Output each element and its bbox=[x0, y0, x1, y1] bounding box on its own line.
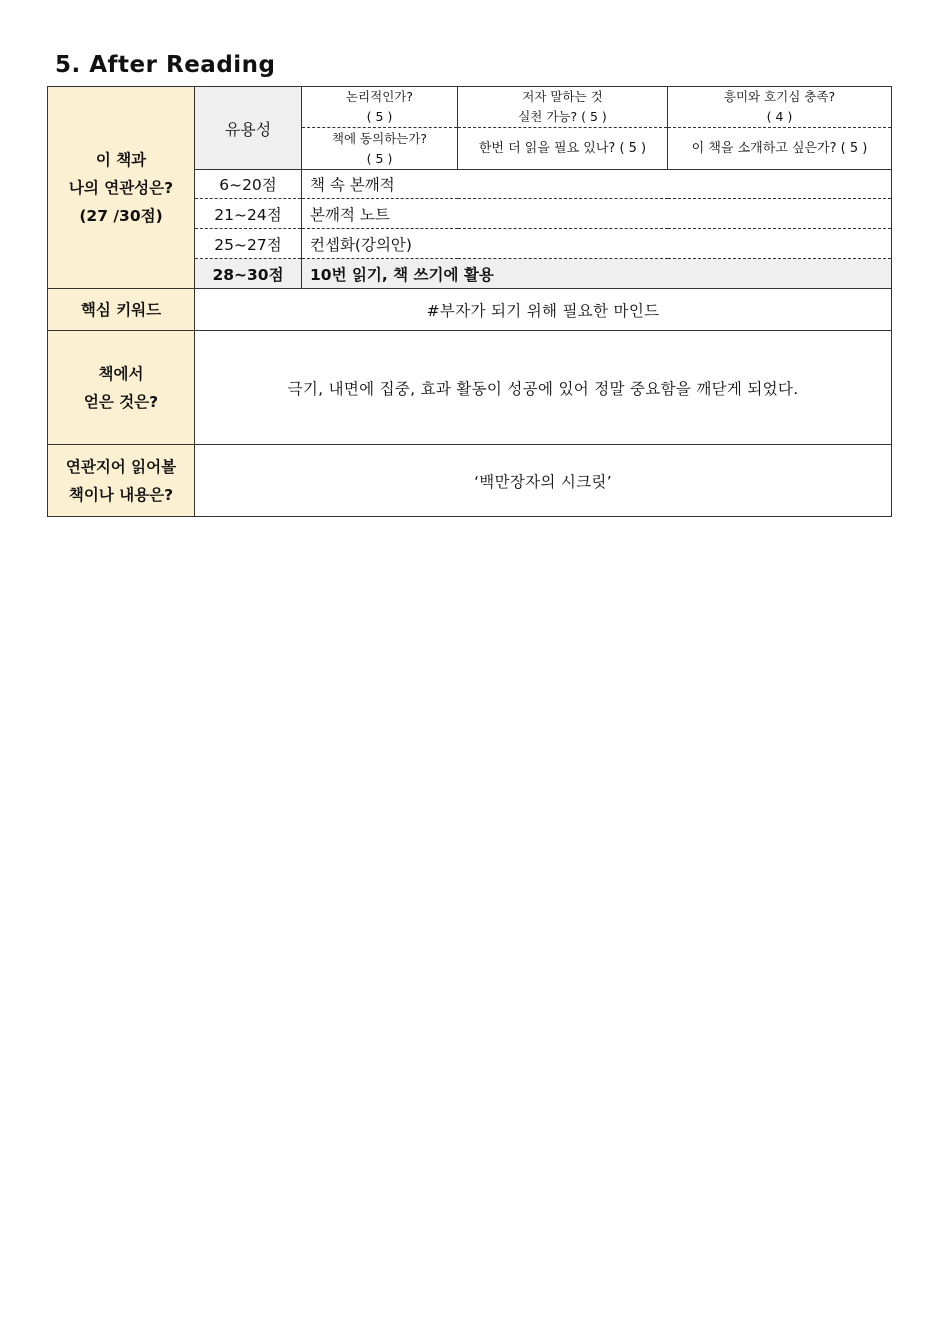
question-agree-score: ( 5 ) bbox=[366, 150, 393, 166]
relevance-label-line2: 나의 연관성은? bbox=[68, 178, 174, 197]
relevance-label bbox=[48, 87, 195, 289]
score-desc-1: 책 속 본깨적 bbox=[302, 170, 892, 199]
relevance-label-line1: 이 책과 bbox=[95, 150, 147, 169]
related-label-line1: 연관지어 읽어볼 bbox=[65, 457, 177, 476]
question-agree bbox=[302, 128, 458, 170]
score-range-4: 28~30점 bbox=[195, 259, 302, 289]
question-logical bbox=[302, 87, 458, 128]
score-range-3: 25~27점 bbox=[195, 229, 302, 259]
score-desc-4: 10번 읽기, 책 쓰기에 활용 bbox=[302, 259, 892, 289]
question-interest-text: 흥미와 호기심 충족? bbox=[723, 89, 836, 104]
related-value: ‘백만장자의 시크릿’ bbox=[195, 445, 892, 517]
question-practical bbox=[458, 87, 668, 128]
question-agree-text: 책에 동의하는가? bbox=[331, 130, 428, 146]
question-reread: 한번 더 읽을 필요 있나? ( 5 ) bbox=[458, 128, 668, 170]
question-recommend: 이 책을 소개하고 싶은가? ( 5 ) bbox=[668, 128, 892, 170]
after-reading-table bbox=[47, 86, 892, 517]
question-practical-score: 실천 가능? ( 5 ) bbox=[518, 109, 607, 124]
question-logical-text: 논리적인가? bbox=[345, 89, 413, 104]
question-interest-score: ( 4 ) bbox=[766, 109, 793, 124]
score-range-2: 21~24점 bbox=[195, 199, 302, 229]
relevance-label-line3: (27 /30점) bbox=[79, 206, 163, 225]
score-desc-3: 컨셉화(강의안) bbox=[302, 229, 892, 259]
question-interest bbox=[668, 87, 892, 128]
question-practical-text: 저자 말하는 것 bbox=[522, 89, 603, 104]
gained-value: 극기, 내면에 집중, 효과 활동이 성공에 있어 정말 중요함을 깨닫게 되었다. bbox=[195, 331, 892, 445]
related-label bbox=[48, 445, 195, 517]
score-desc-2: 본깨적 노트 bbox=[302, 199, 892, 229]
question-logical-score: ( 5 ) bbox=[366, 109, 393, 124]
keyword-value: #부자가 되기 위해 필요한 마인드 bbox=[195, 289, 892, 331]
keyword-label: 핵심 키워드 bbox=[48, 289, 195, 331]
section-title: 5. After Reading bbox=[55, 52, 276, 78]
score-range-1: 6~20점 bbox=[195, 170, 302, 199]
gained-label-line1: 책에서 bbox=[98, 364, 144, 383]
usefulness-label: 유용성 bbox=[195, 87, 302, 170]
gained-label-line2: 얻은 것은? bbox=[83, 392, 159, 411]
related-label-line2: 책이나 내용은? bbox=[68, 485, 174, 504]
gained-label bbox=[48, 331, 195, 445]
